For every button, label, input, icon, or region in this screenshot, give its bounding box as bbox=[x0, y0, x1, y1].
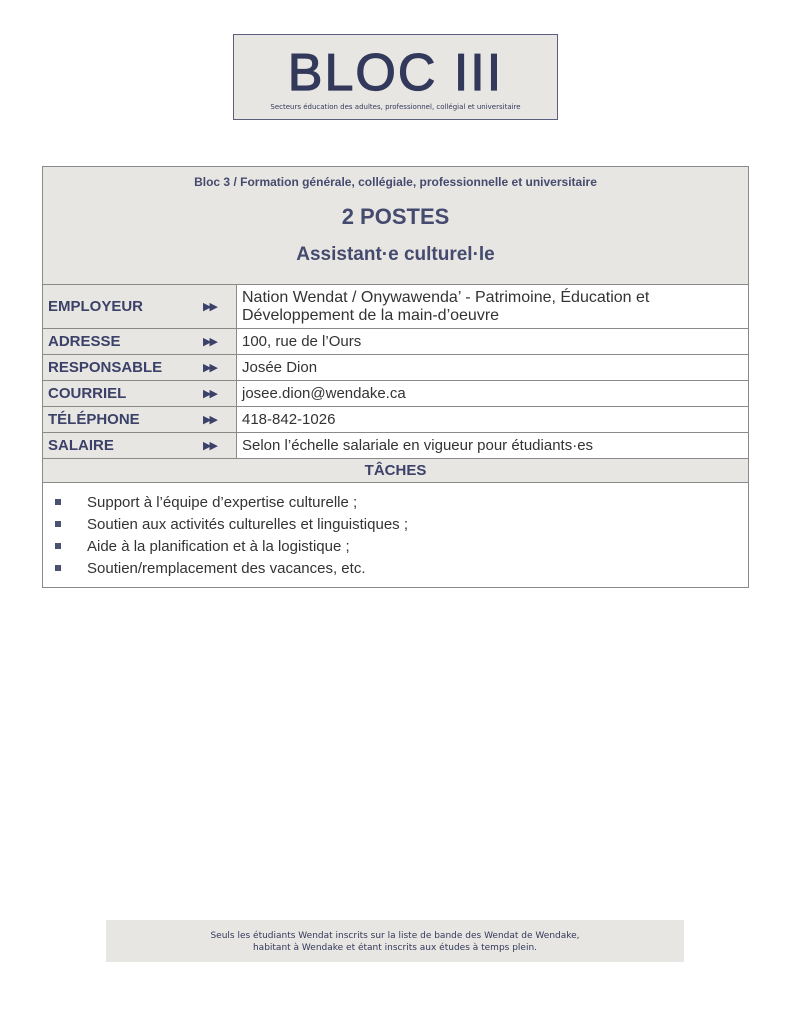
field-row-responsable bbox=[43, 355, 748, 381]
employer-line-2: Développement de la main-d’oeuvre bbox=[242, 306, 500, 324]
list-item bbox=[55, 557, 748, 579]
category-line: Bloc 3 / Formation générale, collégiale, professionnelle et universitaire bbox=[194, 175, 597, 189]
tasks-list bbox=[43, 483, 748, 579]
field-row-salaire bbox=[43, 433, 748, 459]
double-arrow-right-icon: ▶▶ bbox=[203, 407, 236, 432]
square-bullet-icon bbox=[55, 543, 61, 549]
field-row-employeur bbox=[43, 285, 748, 329]
email-link[interactable]: josee.dion@wendake.ca bbox=[236, 381, 748, 406]
eligibility-note bbox=[106, 920, 684, 962]
card-header bbox=[43, 167, 748, 285]
field-label: ADRESSE bbox=[43, 329, 203, 354]
field-value: Selon l’échelle salariale en vigueur pour étudiants·es bbox=[236, 433, 748, 458]
double-arrow-right-icon: ▶▶ bbox=[203, 329, 236, 354]
field-row-telephone bbox=[43, 407, 748, 433]
double-arrow-right-icon: ▶▶ bbox=[203, 355, 236, 380]
field-label: COURRIEL bbox=[43, 381, 203, 406]
bloc-subtitle: Secteurs éducation des adultes, professionnel, collégial et universitaire bbox=[270, 103, 521, 111]
field-value: 100, rue de l’Ours bbox=[236, 329, 748, 354]
footer-line-1: Seuls les étudiants Wendat inscrits sur la liste de bande des Wendat de Wendake, bbox=[210, 931, 580, 941]
field-row-courriel bbox=[43, 381, 748, 407]
task-text: Support à l’équipe d’expertise culturelle ; bbox=[87, 493, 358, 511]
field-value: Josée Dion bbox=[236, 355, 748, 380]
task-text: Soutien aux activités culturelles et linguistiques ; bbox=[87, 515, 409, 533]
job-posting-card bbox=[42, 166, 749, 588]
field-label: TÉLÉPHONE bbox=[43, 407, 203, 432]
bloc-title: BLOC III bbox=[287, 44, 504, 102]
task-text: Aide à la planification et à la logistique ; bbox=[87, 537, 350, 555]
task-text: Soutien/remplacement des vacances, etc. bbox=[87, 559, 366, 577]
field-label: EMPLOYEUR bbox=[43, 285, 203, 328]
employer-line-1: Nation Wendat / Onywawenda’ - Patrimoine, Éducation et bbox=[242, 288, 650, 306]
bloc-header-box bbox=[233, 34, 558, 120]
footer-line-2: habitant à Wendake et étant inscrits aux études à temps plein. bbox=[252, 943, 538, 953]
tasks-heading: TÂCHES bbox=[43, 459, 748, 483]
field-value bbox=[236, 285, 748, 328]
list-item bbox=[55, 535, 748, 557]
square-bullet-icon bbox=[55, 499, 61, 505]
field-label: SALAIRE bbox=[43, 433, 203, 458]
positions-count: 2 POSTES bbox=[341, 204, 450, 229]
list-item bbox=[55, 513, 748, 535]
list-item bbox=[55, 491, 748, 513]
field-label: RESPONSABLE bbox=[43, 355, 203, 380]
field-row-adresse bbox=[43, 329, 748, 355]
double-arrow-right-icon: ▶▶ bbox=[203, 433, 236, 458]
double-arrow-right-icon: ▶▶ bbox=[203, 285, 236, 328]
field-value: 418-842-1026 bbox=[236, 407, 748, 432]
square-bullet-icon bbox=[55, 565, 61, 571]
job-title: Assistant·e culturel·le bbox=[296, 244, 495, 265]
double-arrow-right-icon: ▶▶ bbox=[203, 381, 236, 406]
square-bullet-icon bbox=[55, 521, 61, 527]
